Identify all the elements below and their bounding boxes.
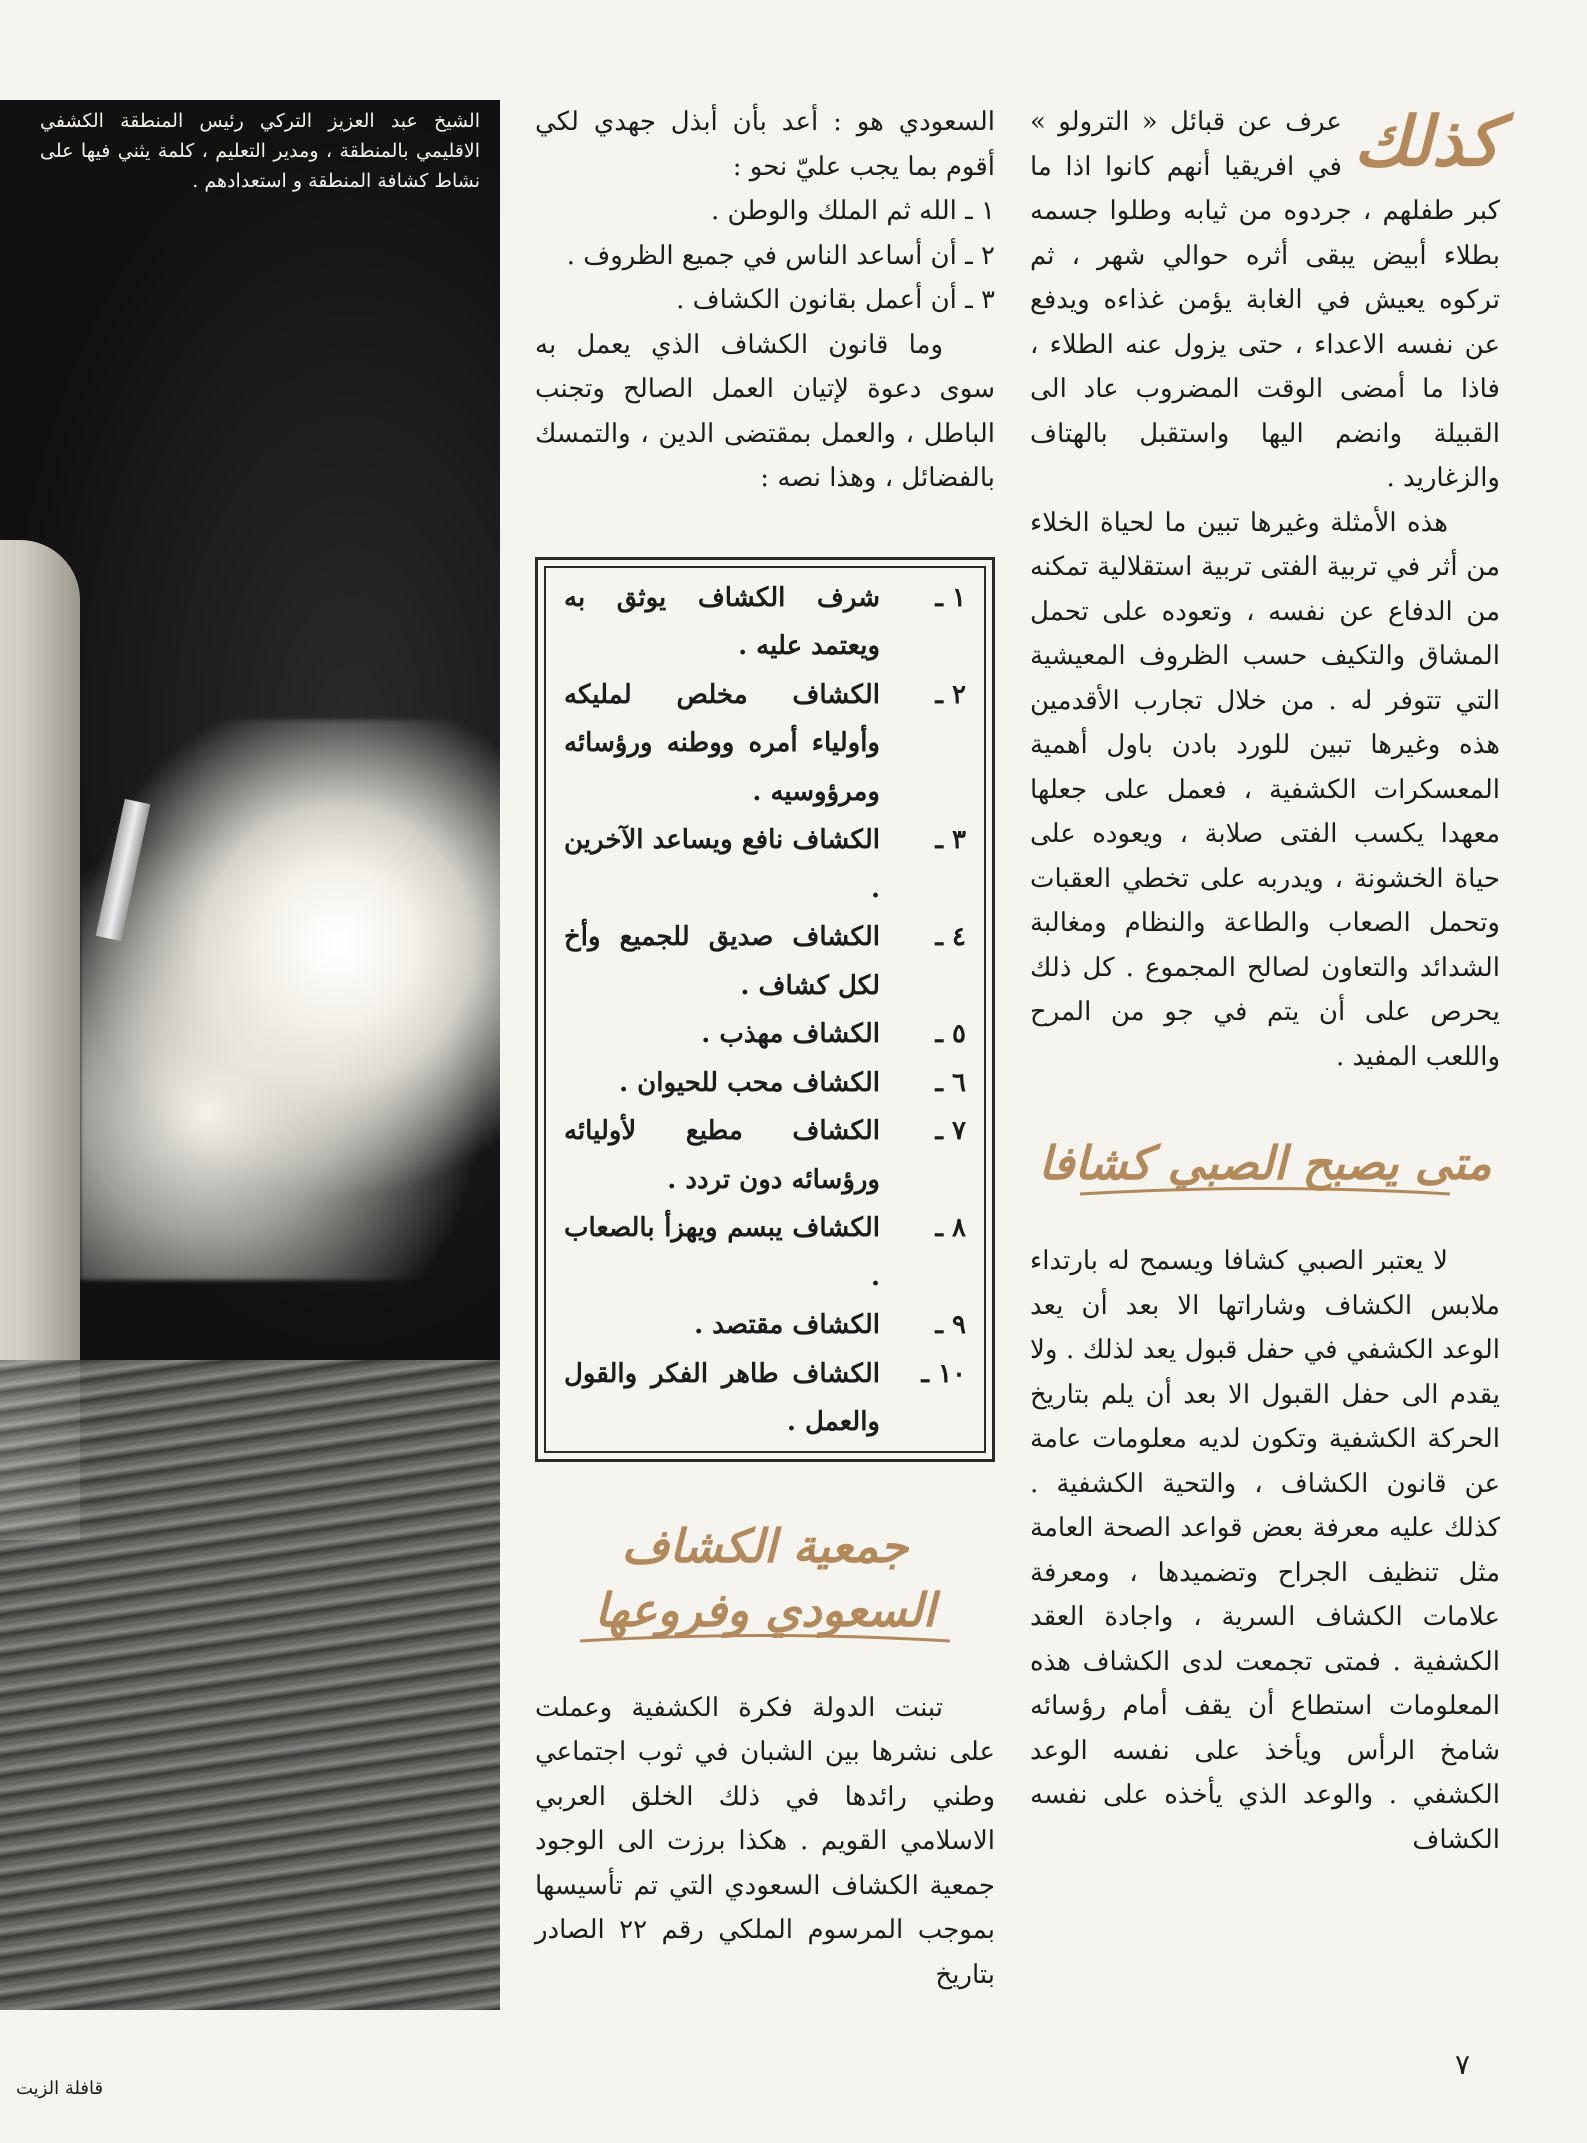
- law-number: ٢ ـ: [935, 679, 966, 710]
- section-heading-text: جمعية الكشاف السعودي وفروعها: [594, 1518, 936, 1637]
- torch-photo: [0, 100, 500, 2010]
- law-item: [564, 1350, 966, 1447]
- dropcap-word: كذلك: [1353, 102, 1500, 182]
- law-text: الكشاف يبسم ويهزأ بالصعاب .: [564, 1213, 880, 1292]
- law-text: الكشاف مخلص لمليكه وأولياء أمره ووطنه ورؤسائه ومرؤوسيه .: [564, 679, 880, 807]
- middle-column: [535, 100, 995, 1997]
- law-number: ٧ ـ: [935, 1116, 966, 1146]
- promise-item: ٢ ـ أن أساعد الناس في جميع الظروف .: [566, 240, 995, 271]
- law-text: الكشاف مطيع لأوليائه ورؤسائه دون تردد .: [564, 1116, 880, 1195]
- law-number: ٤ ـ: [935, 922, 966, 952]
- law-number: ٦ ـ: [935, 1067, 966, 1098]
- association-paragraph: تبنت الدولة فكرة الكشفية وعملت على نشرها بين الشبان في ثوب اجتماعي وطني رائدها في ذلك الخلق العربي الاسلامي القويم . هكذا برزت الى الوجود جمعية الكشاف السعودي التي تم تأسيسها بموجب المرسوم الملكي رقم ٢٢ الصادر بتاريخ: [535, 1692, 995, 1990]
- magazine-title: قافلة الزيت: [16, 2078, 104, 2099]
- law-text: الكشاف صديق للجميع وأخ لكل كشاف .: [564, 922, 880, 1001]
- section-heading-scout: [1030, 1131, 1500, 1199]
- law-item: [564, 1107, 966, 1204]
- law-number: ٥ ـ: [935, 1019, 966, 1049]
- promise-item: ١ ـ الله ثم الملك والوطن .: [711, 196, 995, 226]
- law-item: [564, 1010, 966, 1059]
- page-number: ٧: [1455, 2048, 1471, 2081]
- law-item: [564, 671, 966, 817]
- promise-intro: السعودي هو : أعد بأن أبذل جهدي لكي أقوم بما يجب عليّ نحو :: [535, 107, 995, 182]
- law-item: [564, 574, 966, 671]
- law-text: شرف الكشاف يوثق به ويعتمد عليه .: [564, 582, 880, 661]
- body-paragraph: لا يعتبر الصبي كشافا ويسمح له بارتداء ملابس الكشاف وشاراتها الا بعد أن يعد الوعد الكشفي في حفل قبول يعد لذلك . ولا يقدم الى حفل القبول الا بعد أن يلم بتاريخ الحركة الكشفية وتكون لديه معلومات عامة عن قانون الكشاف ، والتحية الكشفية . كذلك عليه معرفة بعض قواعد الصحة العامة مثل تنظيف الجراح وتضميدها ، ومعرفة علامات الكشاف السرية ، واجادة العقد الكشفية . فمتى تجمعت لدى الكشاف هذه المعلومات استطاع أن يقف أمام رؤسائه شامخ الرأس ويأخذ على نفسه الوعد الكشفي . والوعد الذي يأخذه على نفسه الكشاف: [1030, 1246, 1500, 1855]
- section-heading-association: [535, 1514, 995, 1646]
- photo-caption: الشيخ عبد العزيز التركي رئيس المنطقة الكشفي الاقليمي بالمنطقة ، ومدير التعليم ، كلمة يثني فيها على نشاط كشافة المنطقة و استعدادهم .: [40, 110, 480, 192]
- law-number: ٨ ـ: [935, 1213, 966, 1243]
- law-number: ١ ـ: [935, 582, 966, 613]
- law-number: ٣ ـ: [935, 825, 966, 855]
- law-item: [564, 816, 966, 913]
- right-column: [1030, 100, 1500, 1862]
- scout-law-box: [535, 557, 995, 1462]
- promise-item: ٣ ـ أن أعمل بقانون الكشاف .: [676, 285, 995, 315]
- section-heading-text: متى يصبح الصبي كشافا: [1038, 1136, 1492, 1190]
- law-intro: وما قانون الكشاف الذي يعمل به سوى دعوة لإتيان العمل الصالح وتجنب الباطل ، والعمل بمقتضى الدين ، والتمسك بالفضائل ، وهذا نصه :: [535, 329, 995, 493]
- law-number: ١٠ ـ: [921, 1358, 966, 1389]
- law-text: الكشاف محب للحيوان .: [619, 1067, 880, 1098]
- law-text: الكشاف مهذب .: [701, 1019, 880, 1049]
- law-text: الكشاف نافع ويساعد الآخرين .: [564, 825, 880, 904]
- photo-sea: [0, 1360, 500, 2010]
- body-paragraph: هذه الأمثلة وغيرها تبين ما لحياة الخلاء من أثر في تربية الفتى تربية استقلالية تمكنه من الدفاع عن نفسه ، وتعوده على تحمل المشاق والتكيف حسب الظروف المعيشية التي تتوفر له . من خلال تجارب الأقدمين هذه وغيرها تبين للورد بادن باول أهمية المعسكرات الكشفية ، فعمل على جعلها معهدا يكسب الفتى صلابة ، ويعوده على حياة الخشونة ، ويدربه على تخطي العقبات وتحمل الصعاب والطاعة والنظام ومغالبة الشدائد والتعاون لصالح المجموع . كل ذلك يحرص على أن يتم في جو من المرح واللعب المفيد .: [1030, 507, 1500, 1072]
- law-item: [564, 913, 966, 1010]
- intro-paragraph: عرف عن قبائل « الترولو » في افريقيا أنهم كانوا اذا ما كبر طفلهم ، جردوه من ثيابه وطلوا جسمه بطلاء أبيض يبقى أثره حوالي شهر ، ثم تركوه يعيش في الغابة يؤمن غذاءه ويدفع عن نفسه الاعداء ، حتى يزول عنه الطلاء ، فاذا ما أمضى الوقت المضروب عاد الى القبيلة وانضم اليها واستقبل بالهتاف والزغاريد .: [1030, 107, 1500, 493]
- law-text: الكشاف طاهر الفكر والقول والعمل .: [564, 1358, 880, 1437]
- law-item: [564, 1059, 966, 1108]
- law-item: [564, 1204, 966, 1301]
- law-text: الكشاف مقتصد .: [694, 1310, 880, 1340]
- law-number: ٩ ـ: [935, 1310, 966, 1340]
- law-item: [564, 1301, 966, 1350]
